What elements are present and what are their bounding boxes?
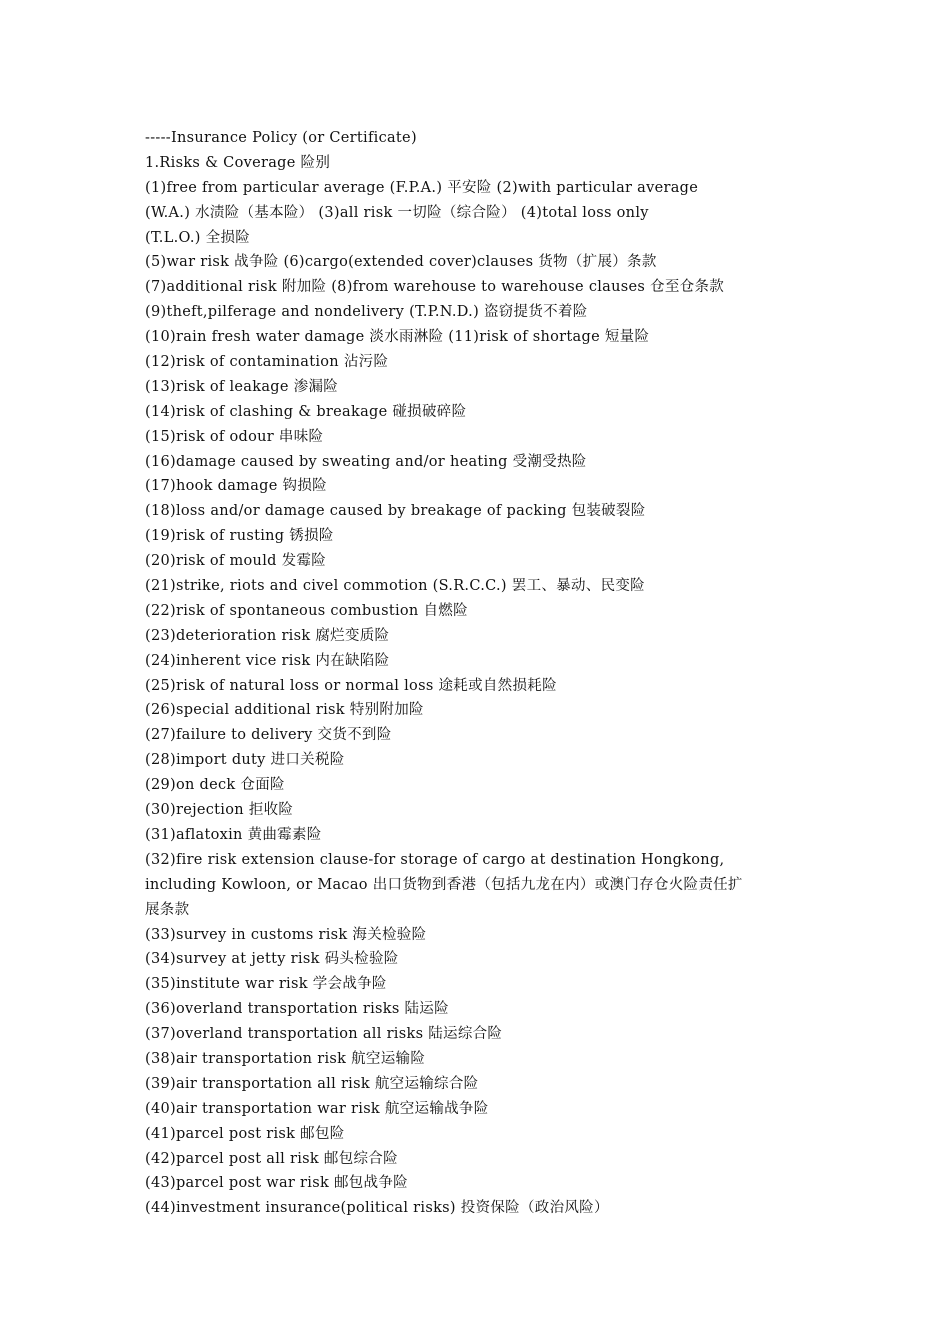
text-line: (13)risk of leakage 渗漏险 [145,378,339,395]
text-line: (24)inherent vice risk 内在缺陷险 [145,652,390,669]
text-line: (1)free from particular average (F.P.A.) 平安险 (2)with particular average [145,179,699,196]
text-line: (9)theft,pilferage and nondelivery (T.P.N.D.) 盗窃提货不着险 [145,304,588,321]
text-line: (30)rejection 拒收险 [145,802,294,819]
text-line: (10)rain fresh water damage 淡水雨淋险 (11)risk of shortage 短量险 [145,329,650,346]
text-line: (20)risk of mould 发霉险 [145,553,327,570]
text-line: (7)additional risk 附加险 (8)from warehouse to warehouse clauses 仓至仓条款 [145,279,725,296]
text-line: (44)investment insurance(political risks) 投资保险（政治风险） [145,1200,609,1217]
text-line: (32)fire risk extension clause-for storage of cargo at destination Hongkong, [145,851,725,868]
text-line: (41)parcel post risk 邮包险 [145,1125,345,1142]
text-line: (17)hook damage 钩损险 [145,478,327,495]
text-line: (42)parcel post all risk 邮包综合险 [145,1150,398,1167]
document-heading: -----Insurance Policy (or Certificate) [145,130,417,146]
text-line: (35)institute war risk 学会战争险 [145,976,387,993]
text-line: (15)risk of odour 串味险 [145,428,324,445]
text-line: (26)special additional risk 特别附加险 [145,702,424,719]
text-line: including Kowloon, or Macao 出口货物到香港（包括九龙在内）或澳门存仓火险责任扩 [145,876,743,893]
text-line: (T.L.O.) 全损险 [145,229,251,246]
text-line: (14)risk of clashing & breakage 碰损破碎险 [145,403,467,420]
text-line: (27)failure to delivery 交货不到险 [145,727,392,744]
text-line: (33)survey in customs risk 海关检验险 [145,926,427,943]
text-line: (12)risk of contamination 沾污险 [145,354,389,371]
text-line: (22)risk of spontaneous combustion 自燃险 [145,602,468,619]
text-line: (18)loss and/or damage caused by breakage of packing 包装破裂险 [145,503,646,520]
text-line: (25)risk of natural loss or normal loss 途耗或自然损耗险 [145,677,557,694]
text-line: 展条款 [145,901,190,918]
text-line: (29)on deck 仓面险 [145,777,285,794]
risk-list [145,176,825,1221]
text-line: (37)overland transportation all risks 陆运综合险 [145,1026,503,1043]
document-body [145,126,825,1221]
text-line: (34)survey at jetty risk 码头检验险 [145,951,399,968]
text-line: (19)risk of rusting 锈损险 [145,528,334,545]
text-line: (39)air transportation all risk 航空运输综合险 [145,1075,479,1092]
text-line: (31)aflatoxin 黄曲霉素险 [145,826,322,843]
text-line: (40)air transportation war risk 航空运输战争险 [145,1100,489,1117]
text-line: (16)damage caused by sweating and/or heating 受潮受热险 [145,453,587,470]
text-line: (23)deterioration risk 腐烂变质险 [145,627,390,644]
text-line: (5)war risk 战争险 (6)cargo(extended cover)clauses 货物（扩展）条款 [145,254,657,271]
text-line: (W.A.) 水渍险（基本险） (3)all risk 一切险（综合险） (4)total loss only [145,204,649,221]
text-line: (36)overland transportation risks 陆运险 [145,1001,449,1018]
text-line: (21)strike, riots and civel commotion (S.R.C.C.) 罢工、暴动、民变险 [145,578,645,595]
text-line: (28)import duty 进口关税险 [145,752,345,769]
text-line: (43)parcel post war risk 邮包战争险 [145,1175,408,1192]
text-line: (38)air transportation risk 航空运输险 [145,1050,426,1067]
section-title: 1.Risks & Coverage 险别 [145,154,331,171]
